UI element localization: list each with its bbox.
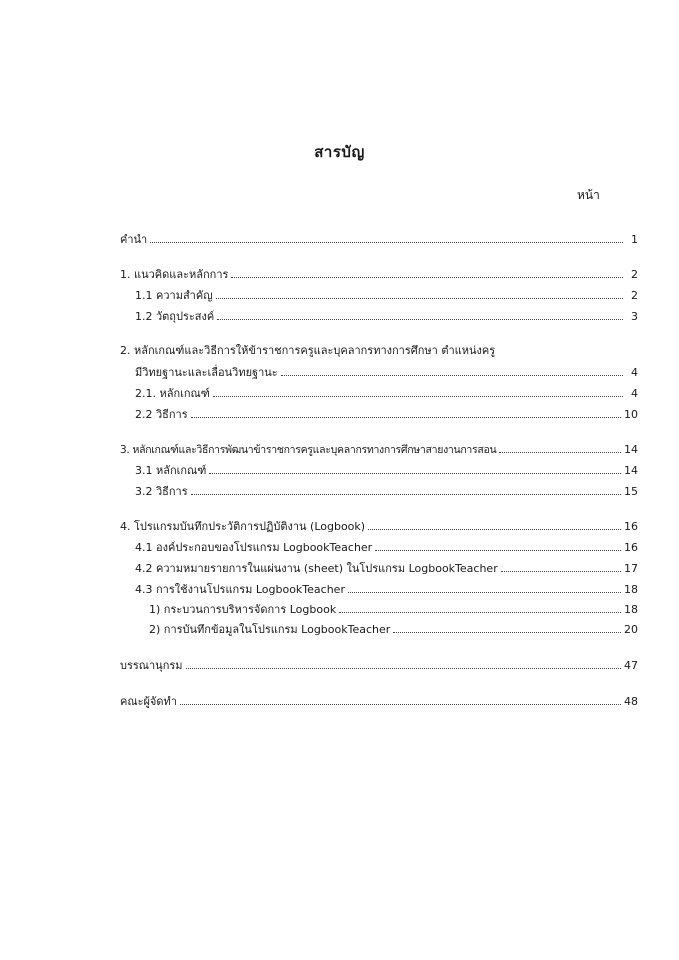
page-title: สารบัญ [314, 143, 365, 161]
toc-entry-text: 3. หลักเกณฑ์และวิธีการพัฒนาข้าราชการครูและบุคลากรทางการศึกษาสายงานการสอน [120, 444, 497, 456]
toc-entry-4-3-2 [149, 621, 638, 637]
toc-entry-text: 4.3 การใช้งานโปรแกรม LogbookTeacher [135, 583, 345, 596]
toc-leader-dots [231, 266, 623, 278]
toc-entry-page: 2 [631, 268, 638, 281]
toc-entry-section-2-line-1 [120, 343, 638, 359]
toc-entry-text: 4.1 องค์ประกอบของโปรแกรม LogbookTeacher [135, 541, 373, 554]
toc-entry-text: 3.2 วิธีการ [135, 485, 188, 498]
toc-entry-section-1 [120, 266, 638, 282]
toc-leader-dots [368, 518, 621, 530]
toc-entry-page: 18 [624, 583, 638, 596]
toc-leader-dots [499, 441, 621, 453]
toc-leader-dots [281, 364, 623, 376]
toc-entry-page: 10 [624, 408, 638, 421]
toc-entry-text: 1.1 ความสำคัญ [135, 289, 213, 302]
toc-leader-dots [375, 539, 621, 551]
toc-entry-text: 2.2 วิธีการ [135, 408, 188, 421]
toc-entry-page: 20 [624, 623, 638, 636]
toc-leader-dots [393, 621, 621, 633]
toc-entry-3-1 [135, 462, 638, 478]
toc-leader-dots [217, 308, 623, 320]
toc-entry-text: บรรณานุกรม [120, 659, 183, 672]
toc-entry-page: 14 [624, 464, 638, 477]
toc-entry-text: 2.1. หลักเกณฑ์ [135, 387, 210, 400]
toc-leader-dots [339, 601, 621, 613]
toc-entry-1-1 [135, 287, 638, 303]
toc-entry-text: 1. แนวคิดและหลักการ [120, 268, 229, 281]
toc-entry-page: 47 [624, 659, 638, 672]
toc-entry-page: 17 [624, 562, 638, 575]
toc-entry-page: 1 [631, 233, 638, 246]
toc-entry-page: 14 [624, 443, 638, 456]
toc-entry-4-1 [135, 539, 638, 555]
toc-entry-page: 4 [631, 366, 638, 379]
toc-leader-dots [186, 657, 621, 669]
toc-entry-section-3 [120, 441, 638, 457]
toc-entry-text: 2) การบันทึกข้อมูลในโปรแกรม LogbookTeacher [149, 623, 391, 636]
toc-entry-text: 4.2 ความหมายรายการในแผ่นงาน (sheet) ในโปรแกรม LogbookTeacher [135, 562, 498, 575]
toc-leader-dots [180, 693, 621, 705]
toc-leader-dots [191, 406, 621, 418]
toc-entry-text: 3.1 หลักเกณฑ์ [135, 464, 207, 477]
toc-entry-2-2 [135, 406, 638, 422]
toc-entry-page: 16 [624, 541, 638, 554]
toc-entry-4-3-1 [149, 601, 638, 617]
toc-entry-3-2 [135, 483, 638, 499]
toc-entry-authors [120, 693, 638, 709]
toc-entry-page: 18 [624, 603, 638, 616]
toc-leader-dots [213, 385, 623, 397]
toc-entry-text: 2. หลักเกณฑ์และวิธีการให้ข้าราชการครูและบุคลากรทางการศึกษา ตำแหน่งครู [120, 344, 496, 357]
toc-entry-bibliography [120, 657, 638, 673]
toc-entry-text: 4. โปรแกรมบันทึกประวัติการปฏิบัติงาน (Logbook) [120, 520, 366, 533]
toc-entry-4-2 [135, 560, 638, 576]
toc-entry-text: มีวิทยฐานะและเลื่อนวิทยฐานะ [135, 366, 278, 379]
toc-entry-4-3 [135, 581, 638, 597]
toc-leader-dots [501, 560, 621, 572]
toc-entry-1-2 [135, 308, 638, 324]
toc-entry-page: 16 [624, 520, 638, 533]
toc-leader-dots [191, 483, 621, 495]
toc-entry-2-1 [135, 385, 638, 401]
toc-entry-page: 4 [631, 387, 638, 400]
toc-entry-section-2-line-2 [135, 364, 638, 380]
toc-entry-page: 3 [631, 310, 638, 323]
toc-entry-text: 1.2 วัตถุประสงค์ [135, 310, 215, 323]
toc-leader-dots [348, 581, 621, 593]
page-column-header: หน้า [577, 188, 600, 202]
toc-entry-preface [120, 231, 638, 247]
toc-leader-dots [209, 462, 621, 474]
toc-entry-page: 2 [631, 289, 638, 302]
toc-entry-page: 48 [624, 695, 638, 708]
toc-entry-page: 15 [624, 485, 638, 498]
toc-leader-dots [216, 287, 623, 299]
toc-entry-text: คำนำ [120, 233, 148, 246]
toc-entry-text: 1) กระบวนการบริหารจัดการ Logbook [149, 603, 337, 616]
toc-entry-section-4 [120, 518, 638, 534]
toc-entry-text: คณะผู้จัดทำ [120, 695, 177, 708]
toc-leader-dots [150, 231, 623, 243]
